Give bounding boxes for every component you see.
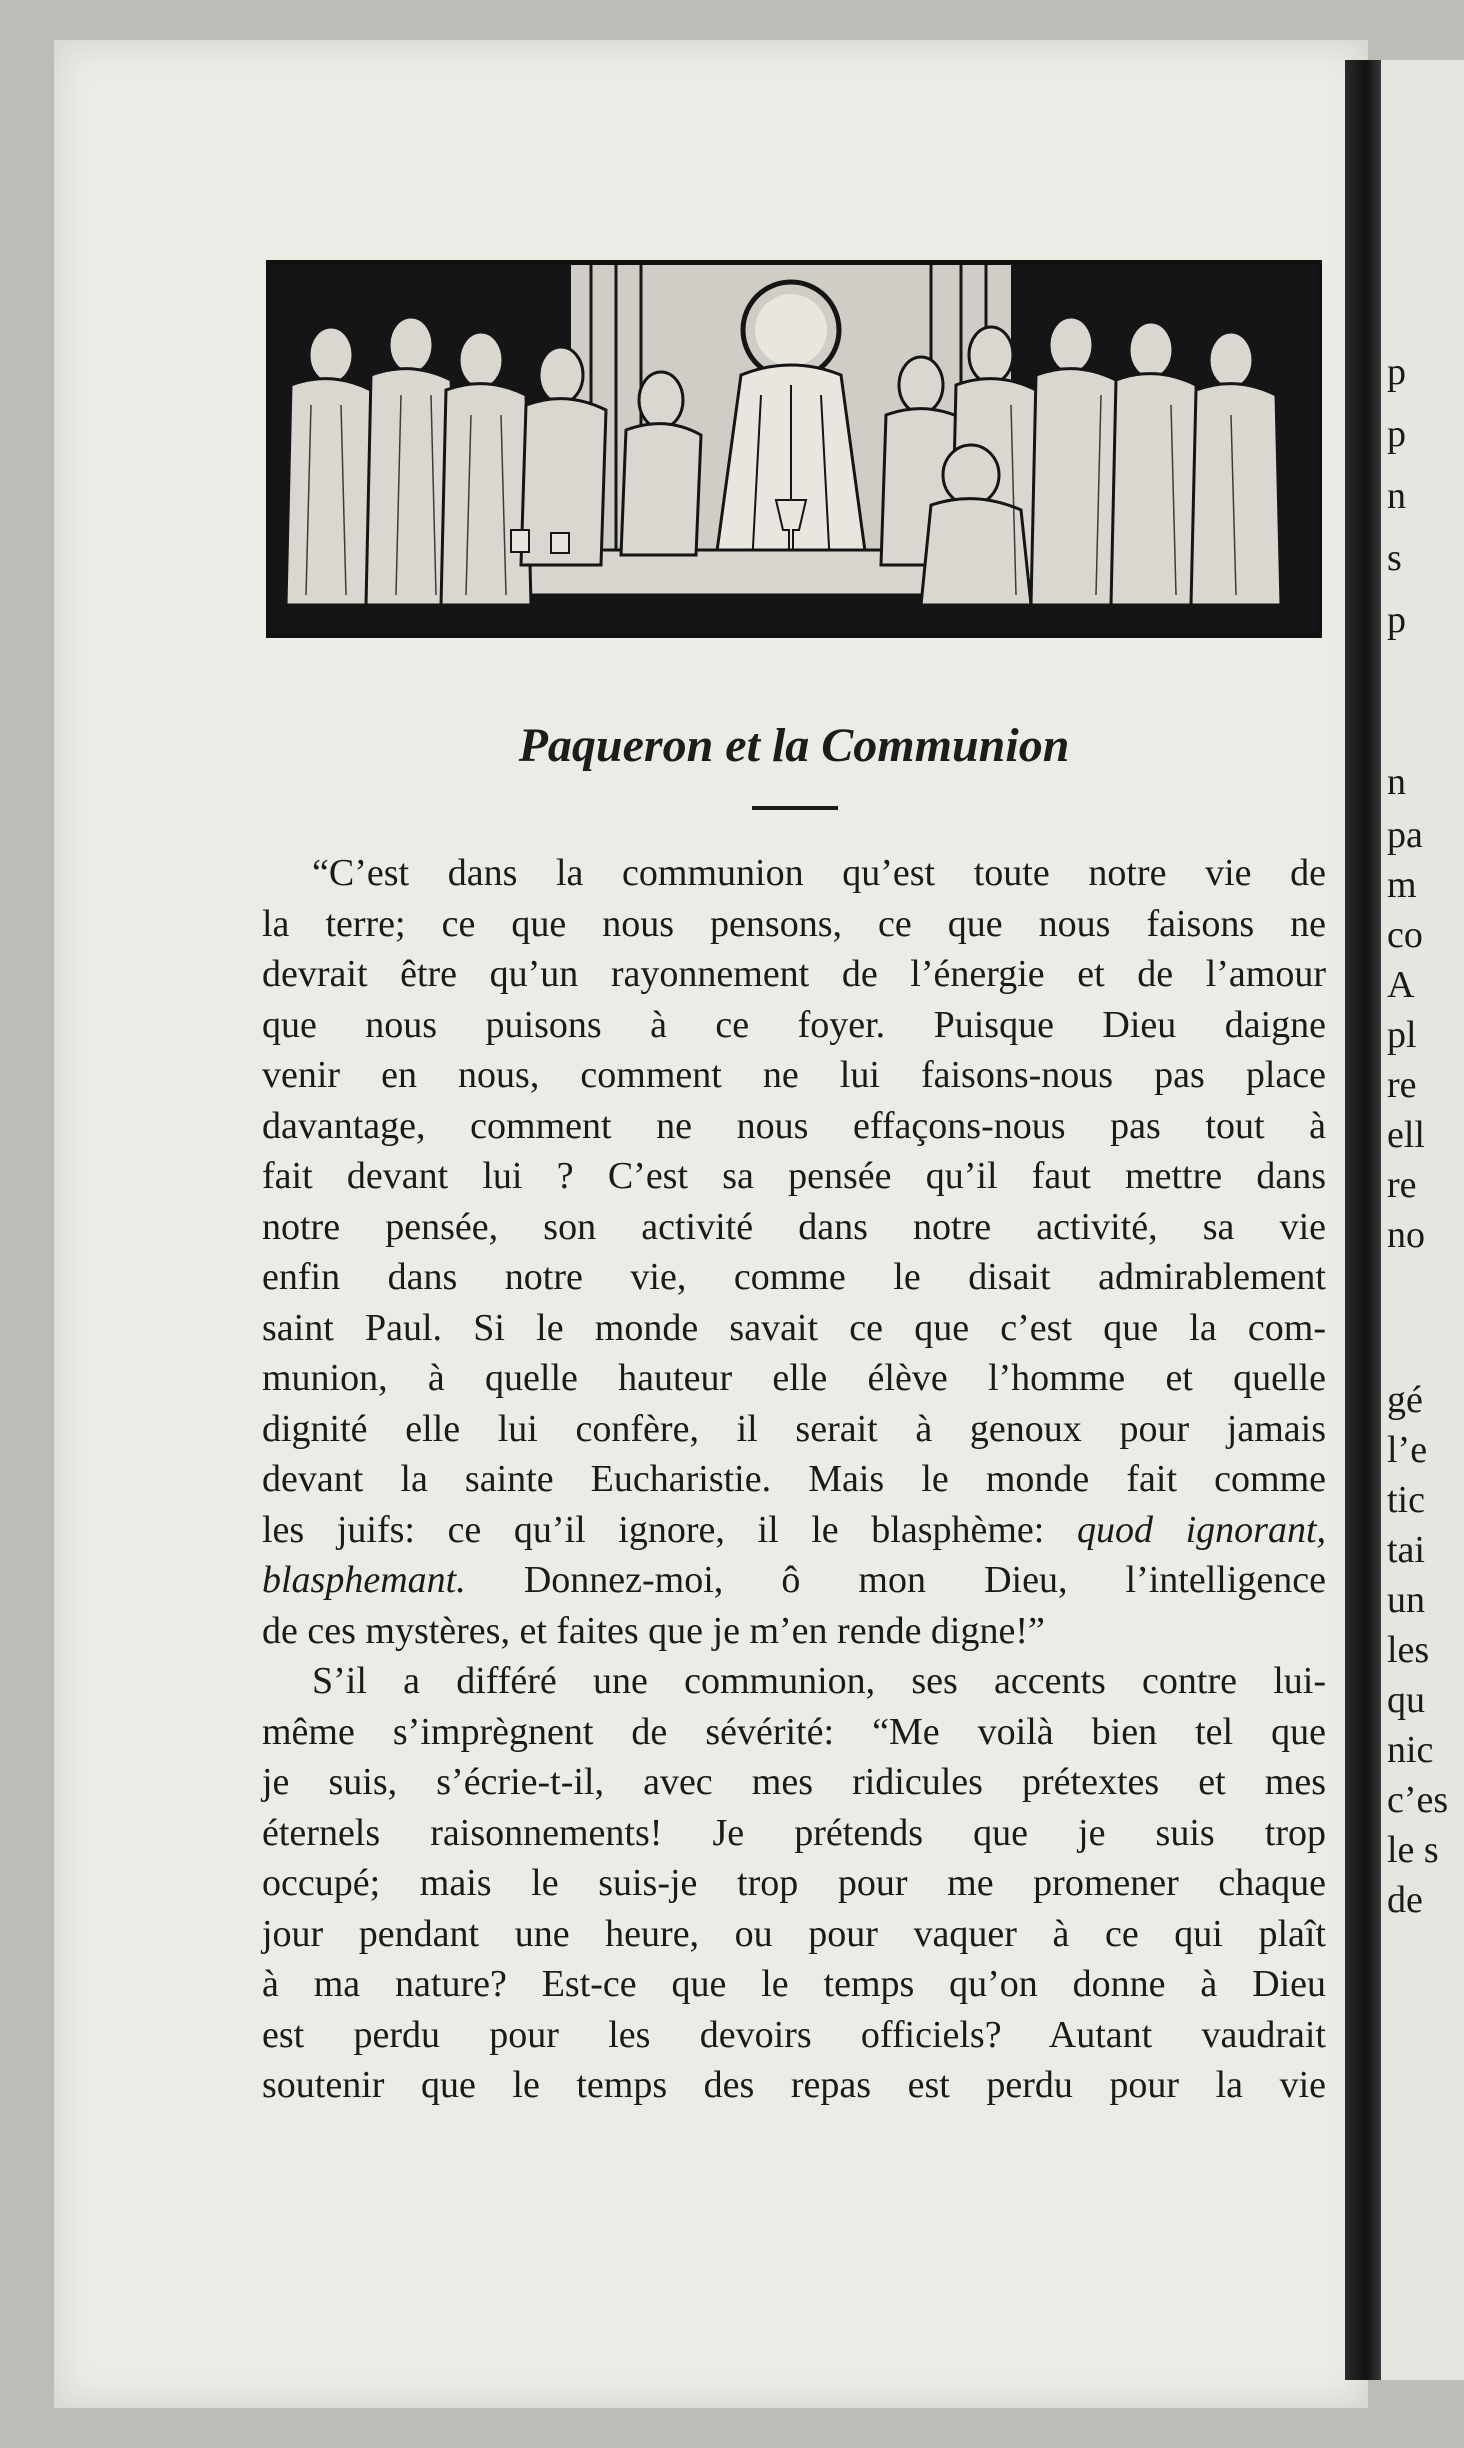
text-line: fait devant lui ? C’est sa pensée qu’il faut mettre dans bbox=[262, 1155, 1326, 1197]
text-line: davantage, comment ne nous effaçons-nous pas tout à bbox=[262, 1104, 1326, 1147]
text-line: est perdu pour les devoirs officiels? Autant vaudrait bbox=[262, 2013, 1326, 2056]
text-line: venir en nous, comment ne lui faisons-nous pas place bbox=[262, 1054, 1326, 1096]
text-line: que nous puisons à ce foyer. Puisque Dieu daigne bbox=[262, 1003, 1326, 1046]
text-line-roman: Donnez-moi, ô mon Dieu, l’intelligence bbox=[523, 1559, 1326, 1601]
text-line: “C’est dans la communion qu’est toute notre vie de bbox=[312, 852, 1326, 894]
next-page-fragment: nic bbox=[1387, 1729, 1434, 1771]
next-page-fragment: p bbox=[1387, 599, 1406, 641]
next-page-fragment: de bbox=[1387, 1879, 1423, 1921]
text-line: dignité elle lui confère, il serait à genoux pour jamais bbox=[262, 1407, 1326, 1450]
next-page-fragment: tic bbox=[1387, 1479, 1425, 1521]
text-line: saint Paul. Si le monde savait ce que c’est que la com- bbox=[262, 1306, 1326, 1349]
latin-quote: quod ignorant, bbox=[1076, 1508, 1327, 1551]
text-line: de ces mystères, et faites que je m’en rende digne!” bbox=[262, 1609, 1045, 1652]
chapter-body bbox=[262, 848, 1326, 2111]
next-page-fragment: c’es bbox=[1387, 1779, 1449, 1821]
text-line: S’il a différé une communion, ses accents contre lui- bbox=[312, 1660, 1326, 1702]
next-page-fragment: p bbox=[1387, 351, 1406, 393]
text-line: notre pensée, son activité dans notre activité, sa vie bbox=[262, 1205, 1326, 1248]
next-page-fragment: no bbox=[1387, 1214, 1425, 1256]
chapter-title: Paqueron et la Communion bbox=[518, 719, 1070, 772]
next-page-edge bbox=[1381, 60, 1464, 2380]
next-page-fragment: re bbox=[1387, 1064, 1417, 1106]
text-line: devrait être qu’un rayonnement de l’énergie et de l’amour bbox=[262, 953, 1326, 995]
next-page-fragment: qu bbox=[1387, 1679, 1425, 1721]
next-page-fragment: pl bbox=[1387, 1014, 1417, 1056]
text-line: munion, à quelle hauteur elle élève l’homme et quelle bbox=[262, 1357, 1326, 1399]
next-page-fragment: ell bbox=[1387, 1114, 1425, 1156]
text-line: occupé; mais le suis-je trop pour me promener chaque bbox=[262, 1862, 1326, 1904]
text-line bbox=[262, 1555, 1326, 1606]
next-page-fragment: co bbox=[1387, 914, 1423, 956]
engraving-artwork bbox=[271, 265, 1317, 633]
next-page-fragment: p bbox=[1387, 413, 1406, 455]
next-page-fragment: n bbox=[1387, 475, 1406, 517]
next-page-fragment: pa bbox=[1387, 814, 1423, 856]
next-page-fragment: m bbox=[1387, 864, 1417, 906]
text-line-roman: les juifs: ce qu’il ignore, il le blasphème: bbox=[262, 1508, 1045, 1551]
text-line: soutenir que le temps des repas est perdu pour la vie bbox=[262, 2064, 1326, 2106]
next-page-fragment: les bbox=[1387, 1629, 1430, 1671]
next-page-fragment: un bbox=[1387, 1579, 1425, 1621]
text-line: éternels raisonnements! Je prétends que je suis trop bbox=[262, 1811, 1326, 1854]
text-line: je suis, s’écrie-t-il, avec mes ridicules prétextes et mes bbox=[262, 1761, 1326, 1803]
next-page-fragment: re bbox=[1387, 1164, 1417, 1206]
next-page-fragment: s bbox=[1387, 537, 1402, 579]
next-page-fragment: n bbox=[1387, 761, 1406, 803]
next-page-fragment: tai bbox=[1387, 1529, 1425, 1571]
text-line: même s’imprègnent de sévérité: “Me voilà bien tel que bbox=[262, 1710, 1326, 1753]
text-line: devant la sainte Eucharistie. Mais le monde fait comme bbox=[262, 1458, 1326, 1500]
text-line: à ma nature? Est-ce que le temps qu’on donne à Dieu bbox=[262, 1963, 1326, 2005]
text-line: la terre; ce que nous pensons, ce que nous faisons ne bbox=[262, 902, 1326, 945]
text-line: jour pendant une heure, ou pour vaquer à ce qui plaît bbox=[262, 1912, 1326, 1955]
text-line: enfin dans notre vie, comme le disait admirablement bbox=[262, 1256, 1326, 1298]
latin-quote: blasphemant. bbox=[262, 1559, 466, 1601]
text-line bbox=[262, 1505, 1326, 1556]
next-page-fragment: gé bbox=[1387, 1379, 1423, 1421]
book-spine bbox=[1345, 60, 1381, 2380]
next-page-fragment: A bbox=[1387, 964, 1415, 1006]
last-supper-engraving bbox=[266, 260, 1322, 638]
next-page-fragment: l’e bbox=[1387, 1429, 1428, 1471]
title-divider bbox=[752, 806, 838, 810]
next-page-fragment: le s bbox=[1387, 1829, 1439, 1871]
